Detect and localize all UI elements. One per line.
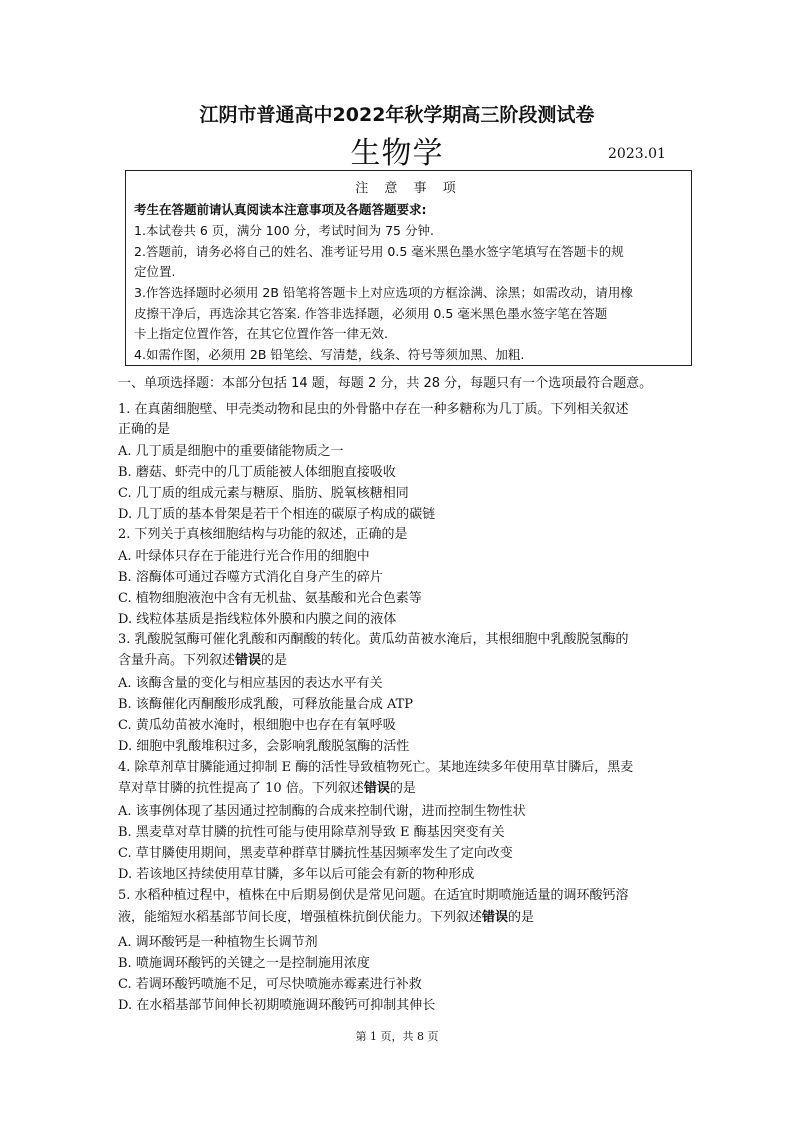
stem-text: 含量升高。下列叙述 (118, 653, 236, 668)
notice-box (125, 170, 692, 366)
question-stem (118, 906, 534, 925)
page-footer: 第 1 页，共 8 页 (355, 1030, 439, 1043)
option: A. 该事例体现了基因通过控制酶的合成来控制代谢，进而控制生物性状 (118, 804, 526, 819)
notice-line: 4.如需作图，必须用 2B 铅笔绘、写清楚，线条、符号等须加黑、加粗. (134, 347, 525, 362)
exam-title: 江阴市普通高中2022年秋学期高三阶段测试卷 (199, 104, 595, 126)
option: A. 该酶含量的变化与相应基因的表达水平有关 (118, 676, 383, 691)
notice-intro: 考生在答题前请认真阅读本注意事项及各题答题要求: (134, 202, 427, 217)
option: D. 在水稻基部节间伸长初期喷施调环酸钙可抑制其伸长 (118, 998, 436, 1013)
notice-line: 1.本试卷共 6 页，满分 100 分，考试时间为 75 分钟. (134, 223, 434, 238)
notice-line: 3.作答选择题时必须用 2B 铅笔将答题卡上对应选项的方框涂满、涂黑；如需改动，请用橡 (134, 285, 633, 300)
option: D. 几丁质的基本骨架是若干个相连的碳原子构成的碳链 (118, 507, 436, 522)
stem-text: 的是 (508, 910, 535, 925)
option: A. 几丁质是细胞中的重要储能物质之一 (118, 444, 344, 459)
question-stem: 5. 水稻种植过程中，植株在中后期易倒伏是常见问题。在适宜时期喷施适量的调环酸钙溶 (118, 888, 629, 903)
emphasis-wrong: 错误 (235, 653, 262, 668)
question-stem: 正确的是 (118, 422, 171, 437)
option: C. 若调环酸钙喷施不足，可尽快喷施赤霉素进行补救 (118, 977, 422, 992)
question-stem: 3. 乳酸脱氢酶可催化乳酸和丙酮酸的转化。黄瓜幼苗被水淹后，其根细胞中乳酸脱氢酶的 (118, 632, 629, 647)
question-stem: 2. 下列关于真核细胞结构与功能的叙述，正确的是 (118, 527, 408, 542)
option: A. 叶绿体只存在于能进行光合作用的细胞中 (118, 549, 370, 564)
question-stem: 1. 在真菌细胞壁、甲壳类动物和昆虫的外骨骼中存在一种多糖称为几丁质。下列相关叙述 (118, 402, 629, 417)
notice-line: 皮擦干净后，再选涂其它答案. 作答非选择题，必须用 0.5 毫米黑色墨水签字笔在答题 (134, 306, 608, 321)
option: D. 细胞中乳酸堆积过多，会影响乳酸脱氢酶的活性 (118, 739, 410, 754)
option: C. 草甘膦使用期间，黑麦草种群草甘膦抗性基因频率发生了定向改变 (118, 846, 513, 861)
question-stem (118, 649, 287, 668)
option: D. 若该地区持续使用草甘膦，多年以后可能会有新的物种形成 (118, 867, 475, 882)
option: C. 黄瓜幼苗被水淹时，根细胞中也存在有氧呼吸 (118, 718, 396, 733)
option: C. 几丁质的组成元素与糖原、脂肪、脱氧核糖相同 (118, 486, 409, 501)
notice-line: 定位置. (134, 264, 176, 279)
stem-text: 草对草甘膦的抗性提高了 10 倍。下列叙述 (118, 781, 364, 796)
option: D. 线粒体基质是指线粒体外膜和内膜之间的液体 (118, 612, 397, 627)
stem-text: 的是 (261, 653, 288, 668)
question-stem (118, 777, 416, 796)
option: B. 溶酶体可通过吞噬方式消化自身产生的碎片 (118, 570, 383, 585)
option: B. 该酶催化丙酮酸形成乳酸，可释放能量合成 ATP (118, 697, 414, 712)
option: B. 喷施调环酸钙的关键之一是控制施用浓度 (118, 956, 370, 971)
exam-date: 2023.01 (608, 146, 666, 162)
option: C. 植物细胞液泡中含有无机盐、氨基酸和光合色素等 (118, 591, 422, 606)
subject-title: 生物学 (350, 136, 444, 171)
stem-text: 的是 (389, 781, 416, 796)
option: A. 调环酸钙是一种植物生长调节剂 (118, 935, 318, 950)
section-heading: 一、单项选择题：本部分包括 14 题，每题 2 分，共 28 分，每题只有一个选项最符合题意。 (118, 376, 653, 391)
option: B. 黑麦草对草甘膦的抗性可能与使用除草剂导致 E 酶基因突变有关 (118, 825, 505, 840)
notice-line: 卡上指定位置作答，在其它位置作答一律无效. (134, 326, 388, 341)
stem-text: 液，能缩短水稻基部节间长度，增强植株抗倒伏能力。下列叙述 (118, 910, 483, 925)
emphasis-wrong: 错误 (363, 781, 390, 796)
notice-heading: 注 意 事 项 (355, 181, 462, 196)
option: B. 蘑菇、虾壳中的几丁质能被人体细胞直接吸收 (118, 465, 396, 480)
emphasis-wrong: 错误 (482, 910, 509, 925)
notice-line: 2.答题前，请务必将自己的姓名、准考证号用 0.5 毫米黑色墨水签字笔填写在答题卡的规 (134, 244, 624, 259)
question-stem: 4. 除草剂草甘膦能通过抑制 E 酶的活性导致植物死亡。某地连续多年使用草甘膦后，黑麦 (118, 760, 634, 775)
